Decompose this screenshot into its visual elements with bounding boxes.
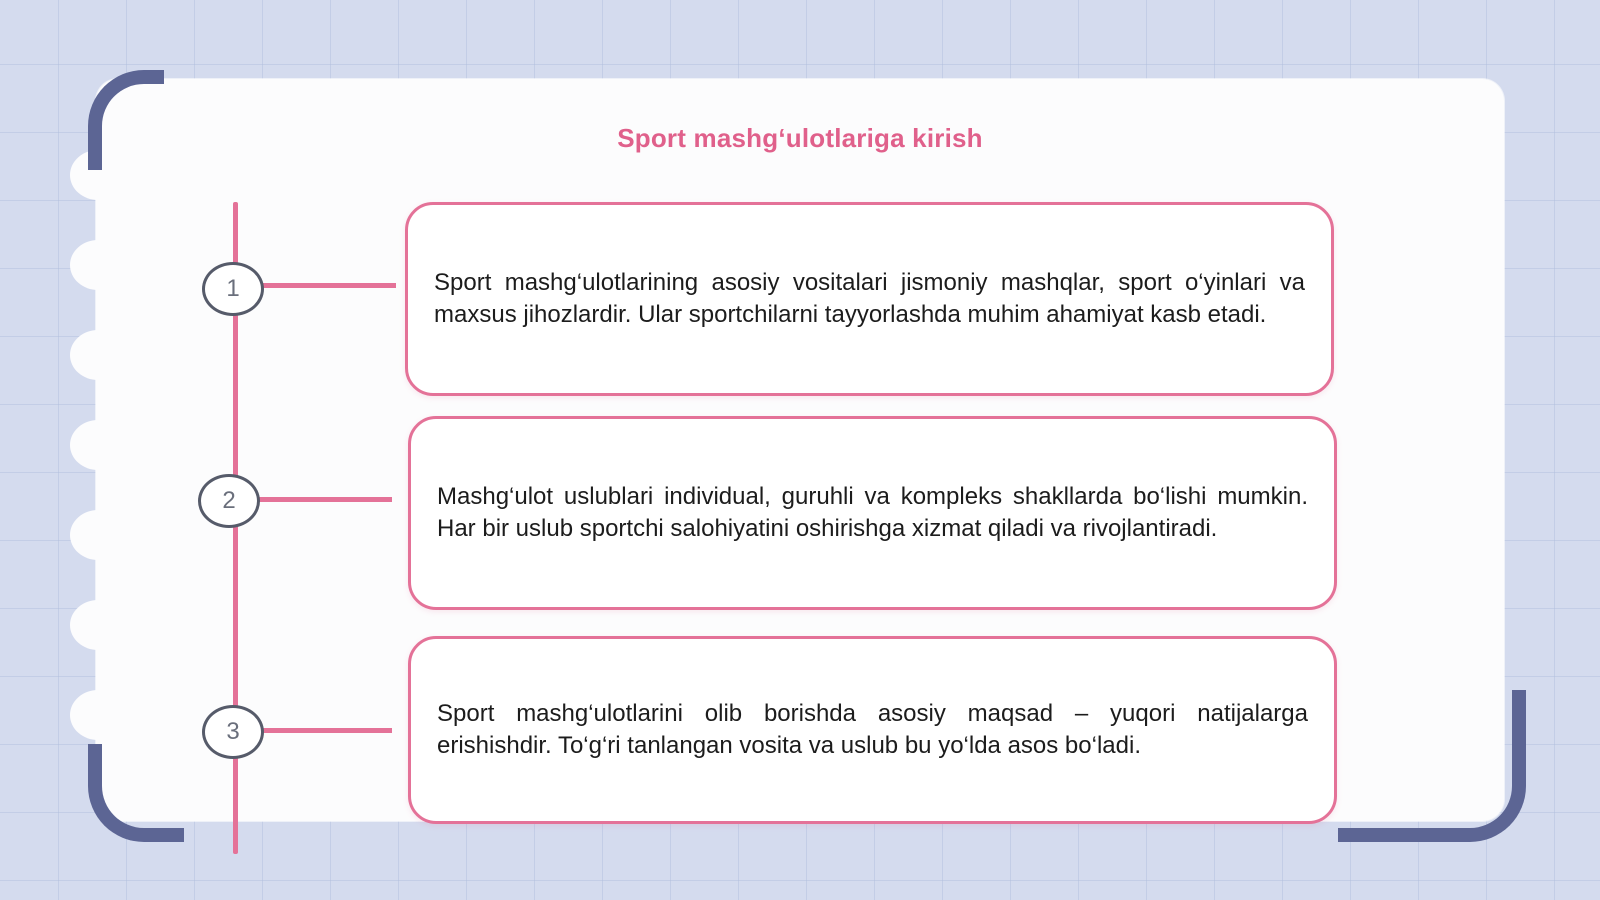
step-box-3 <box>408 636 1337 824</box>
step-number-1: 1 <box>202 262 264 316</box>
paper-scallop <box>70 420 126 470</box>
step-text-2: Mashg‘ulot uslublari individual, guruhli va kompleks shakllarda bo‘lishi mumkin. Har bir uslub sportchi salohiyatini oshirishga xizmat qiladi va rivojlantiradi. <box>437 483 1308 542</box>
corner-bracket-bottom-right <box>1338 690 1526 842</box>
connector-2 <box>258 497 392 502</box>
step-text-3: Sport mashg‘ulotlarini olib borishda asosiy maqsad – yuqori natijalarga erishishdir. To‘g‘ri tanlangan vosita va uslub bu yo‘lda asos bo‘ladi. <box>437 700 1308 759</box>
paper-scallop <box>70 510 126 560</box>
step-number-3: 3 <box>202 705 264 759</box>
paper-scallop <box>70 690 126 740</box>
corner-bracket-bottom-left <box>88 744 184 842</box>
step-box-2 <box>408 416 1337 610</box>
connector-3 <box>262 728 392 733</box>
paper-scallop <box>70 330 126 380</box>
step-number-2: 2 <box>198 474 260 528</box>
paper-scallop <box>70 600 126 650</box>
connector-1 <box>262 283 396 288</box>
slide-title: Sport mashg‘ulotlariga kirish <box>617 123 983 153</box>
step-box-1 <box>405 202 1334 396</box>
step-text-1: Sport mashg‘ulotlarining asosiy vositalari jismoniy mashqlar, sport o‘yinlari va maxsus jihozlardir. Ular sportchilarni tayyorlashda muhim ahamiyat kasb etadi. <box>434 269 1305 328</box>
corner-bracket-top-left <box>88 70 164 170</box>
paper-scallop <box>70 240 126 290</box>
